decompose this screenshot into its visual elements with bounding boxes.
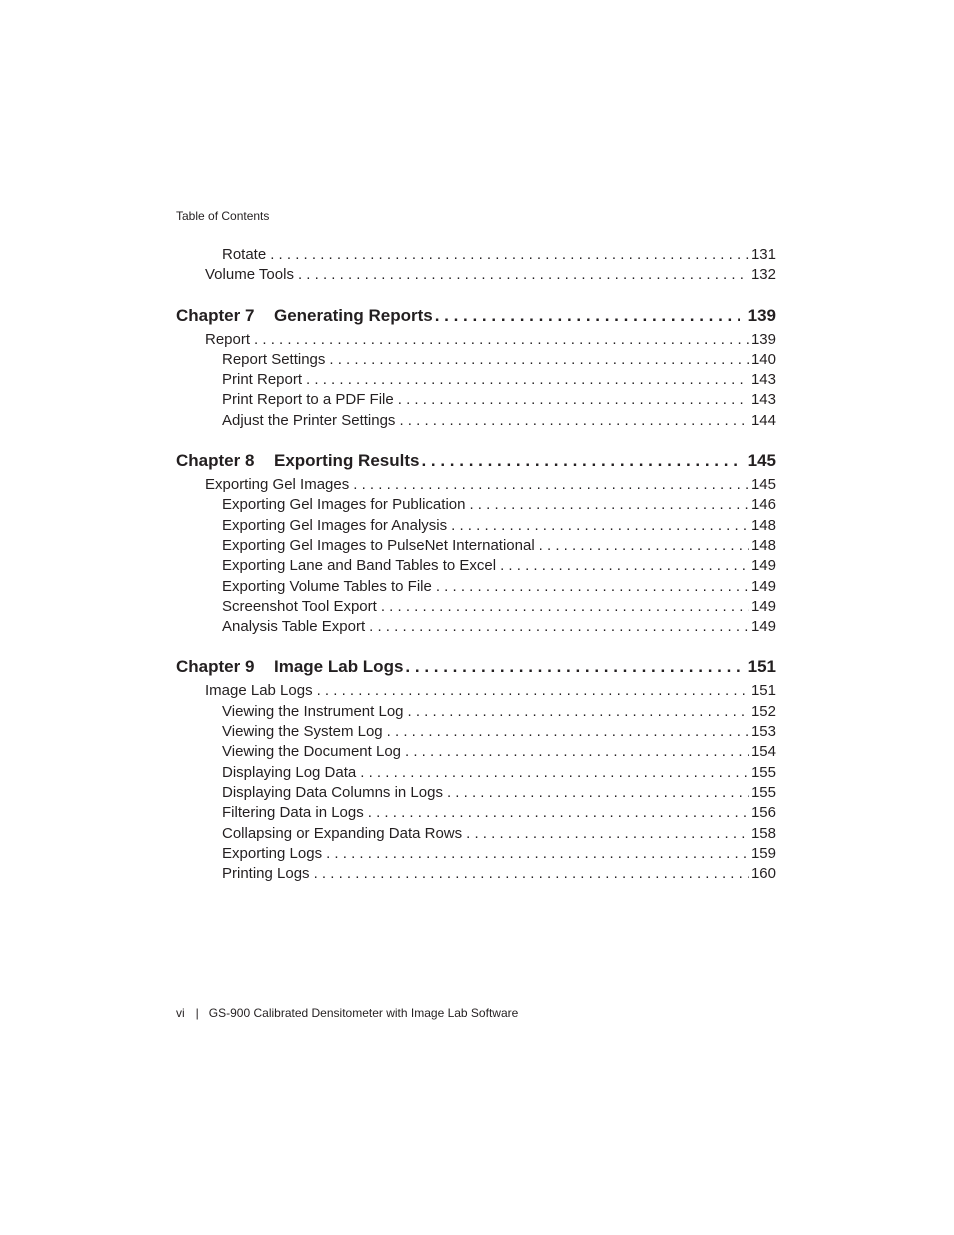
- toc-entry[interactable]: [176, 844, 776, 864]
- toc-entry-page: 160: [750, 865, 776, 883]
- chapter-section: [176, 655, 776, 884]
- dot-leader: [298, 265, 749, 285]
- toc-entry[interactable]: [176, 864, 776, 884]
- toc-entry[interactable]: [176, 350, 776, 370]
- toc-entry[interactable]: [176, 495, 776, 515]
- toc-entry-page: 131: [750, 246, 776, 263]
- chapter-title: Generating Reports: [274, 305, 433, 325]
- dot-leader: [447, 783, 749, 803]
- chapter-heading[interactable]: [176, 655, 776, 679]
- toc-entry[interactable]: [176, 265, 776, 285]
- dot-leader: [270, 245, 749, 265]
- toc-entry-title: Collapsing or Expanding Data Rows: [222, 824, 463, 842]
- dot-leader: [329, 350, 749, 370]
- chapter-title: Exporting Results: [274, 451, 420, 471]
- dot-leader: [451, 516, 749, 536]
- dot-leader: [317, 681, 749, 701]
- chapter-title: Image Lab Logs: [274, 657, 404, 677]
- toc-entry-page: 146: [750, 496, 776, 514]
- continued-entries: [176, 245, 776, 286]
- toc-entry-title: Exporting Lane and Band Tables to Excel: [222, 557, 497, 575]
- toc-entry-title: Displaying Data Columns in Logs: [222, 783, 443, 801]
- toc-entry[interactable]: [176, 411, 776, 431]
- footer-page-number: vi: [176, 1006, 185, 1020]
- chapter-heading[interactable]: [176, 304, 776, 328]
- dot-leader: [398, 390, 749, 410]
- dot-leader: [314, 864, 749, 884]
- toc-entry[interactable]: [176, 390, 776, 410]
- toc-entry[interactable]: [176, 824, 776, 844]
- toc-entry[interactable]: [176, 783, 776, 803]
- footer-separator: |: [195, 1006, 199, 1020]
- dot-leader: [326, 844, 749, 864]
- toc-entry[interactable]: [176, 556, 776, 576]
- toc-entry-page: 154: [750, 743, 776, 761]
- chapter-page: 145: [747, 451, 776, 471]
- toc-entry-page: 149: [750, 597, 776, 615]
- toc-entry-title: Displaying Log Data: [222, 763, 357, 781]
- toc-entry-title: Volume Tools: [205, 266, 294, 284]
- toc-entry-title: Screenshot Tool Export: [222, 597, 377, 615]
- dot-leader: [466, 824, 749, 844]
- toc-entry-page: 143: [750, 371, 776, 389]
- page-footer: [176, 1006, 518, 1020]
- toc-entry-page: 149: [750, 557, 776, 575]
- dot-leader: [500, 556, 749, 576]
- chapter-number: Chapter 9: [176, 657, 255, 677]
- toc-entry[interactable]: [176, 475, 776, 495]
- toc-entry-page: 132: [750, 266, 776, 284]
- toc-entry-title: Exporting Logs: [222, 844, 323, 862]
- toc-entry-page: 149: [750, 577, 776, 595]
- chapter-list: [176, 304, 776, 885]
- dot-leader: [436, 577, 749, 597]
- toc-entry-page: 143: [750, 391, 776, 409]
- toc-entry-title: Viewing the System Log: [222, 723, 383, 741]
- dot-leader: [306, 370, 749, 390]
- toc-entry[interactable]: [176, 742, 776, 762]
- toc-entry-page: 148: [750, 516, 776, 534]
- chapter-page: 139: [747, 305, 776, 325]
- toc-entry-title: Viewing the Instrument Log: [222, 702, 404, 720]
- toc-entry-title: Viewing the Document Log: [222, 743, 402, 761]
- toc-entry[interactable]: [176, 702, 776, 722]
- toc-entry-title: Filtering Data in Logs: [222, 804, 364, 822]
- toc-entry-page: 139: [750, 330, 776, 348]
- toc-entry[interactable]: [176, 536, 776, 556]
- dot-leader: [408, 702, 749, 722]
- dot-leader: [539, 536, 749, 556]
- toc-entry-title: Exporting Volume Tables to File: [222, 577, 432, 595]
- toc-entry-page: 159: [750, 844, 776, 862]
- chapter-section: [176, 304, 776, 431]
- toc-entry-title: Analysis Table Export: [222, 618, 366, 636]
- running-head: Table of Contents: [176, 209, 270, 223]
- toc-entry[interactable]: [176, 722, 776, 742]
- dot-leader: [399, 411, 749, 431]
- toc-entry-page: 153: [750, 723, 776, 741]
- toc-entry[interactable]: [176, 577, 776, 597]
- dot-leader: [405, 655, 739, 679]
- dot-leader: [360, 763, 749, 783]
- dot-leader: [387, 722, 749, 742]
- chapter-number: Chapter 7: [176, 305, 255, 325]
- toc-entry-title: Print Report to a PDF File: [222, 391, 394, 409]
- toc-entry-page: 158: [750, 824, 776, 842]
- toc-entry-title: Exporting Gel Images to PulseNet International: [222, 536, 535, 554]
- toc-entry-page: 155: [750, 763, 776, 781]
- toc-entry[interactable]: [176, 597, 776, 617]
- toc-entry-title: Report: [205, 330, 251, 348]
- dot-leader: [254, 330, 749, 350]
- toc-entry-page: 149: [750, 618, 776, 636]
- toc-entry[interactable]: [176, 330, 776, 350]
- toc-entry[interactable]: [176, 617, 776, 637]
- toc-entry[interactable]: [176, 763, 776, 783]
- toc-entry-title: Print Report: [222, 371, 303, 389]
- toc-entry-page: 144: [750, 411, 776, 429]
- chapter-section: [176, 449, 776, 637]
- toc-entry-title: Printing Logs: [222, 865, 310, 883]
- toc-entry-title: Image Lab Logs: [205, 682, 313, 700]
- dot-leader: [368, 803, 749, 823]
- toc-entry-title: Report Settings: [222, 350, 326, 368]
- toc-entry-page: 145: [750, 476, 776, 494]
- toc-entry-page: 148: [750, 536, 776, 554]
- dot-leader: [421, 449, 739, 473]
- toc-entry[interactable]: [176, 516, 776, 536]
- toc-entry-title: Exporting Gel Images for Analysis: [222, 516, 448, 534]
- dot-leader: [381, 597, 749, 617]
- chapter-number: Chapter 8: [176, 451, 255, 471]
- dot-leader: [405, 742, 749, 762]
- toc-entry-title: Exporting Gel Images: [205, 476, 350, 494]
- dot-leader: [353, 475, 749, 495]
- toc-entry-page: 140: [750, 350, 776, 368]
- toc-entry[interactable]: [176, 803, 776, 823]
- toc-entry[interactable]: [176, 245, 776, 265]
- dot-leader: [369, 617, 749, 637]
- chapter-page: 151: [747, 657, 776, 677]
- toc-entry-page: 156: [750, 804, 776, 822]
- toc-entry-title: Exporting Gel Images for Publication: [222, 496, 466, 514]
- table-of-contents: [176, 245, 776, 884]
- toc-entry-page: 155: [750, 783, 776, 801]
- dot-leader: [469, 495, 749, 515]
- toc-entry[interactable]: [176, 681, 776, 701]
- toc-entry-title: Rotate: [222, 246, 267, 263]
- chapter-heading[interactable]: [176, 449, 776, 473]
- toc-entry[interactable]: [176, 370, 776, 390]
- toc-entry-page: 151: [750, 682, 776, 700]
- footer-book-title: GS-900 Calibrated Densitometer with Image Lab Software: [208, 1006, 519, 1020]
- dot-leader: [435, 304, 740, 328]
- toc-entry-page: 152: [750, 702, 776, 720]
- toc-entry-title: Adjust the Printer Settings: [222, 411, 396, 429]
